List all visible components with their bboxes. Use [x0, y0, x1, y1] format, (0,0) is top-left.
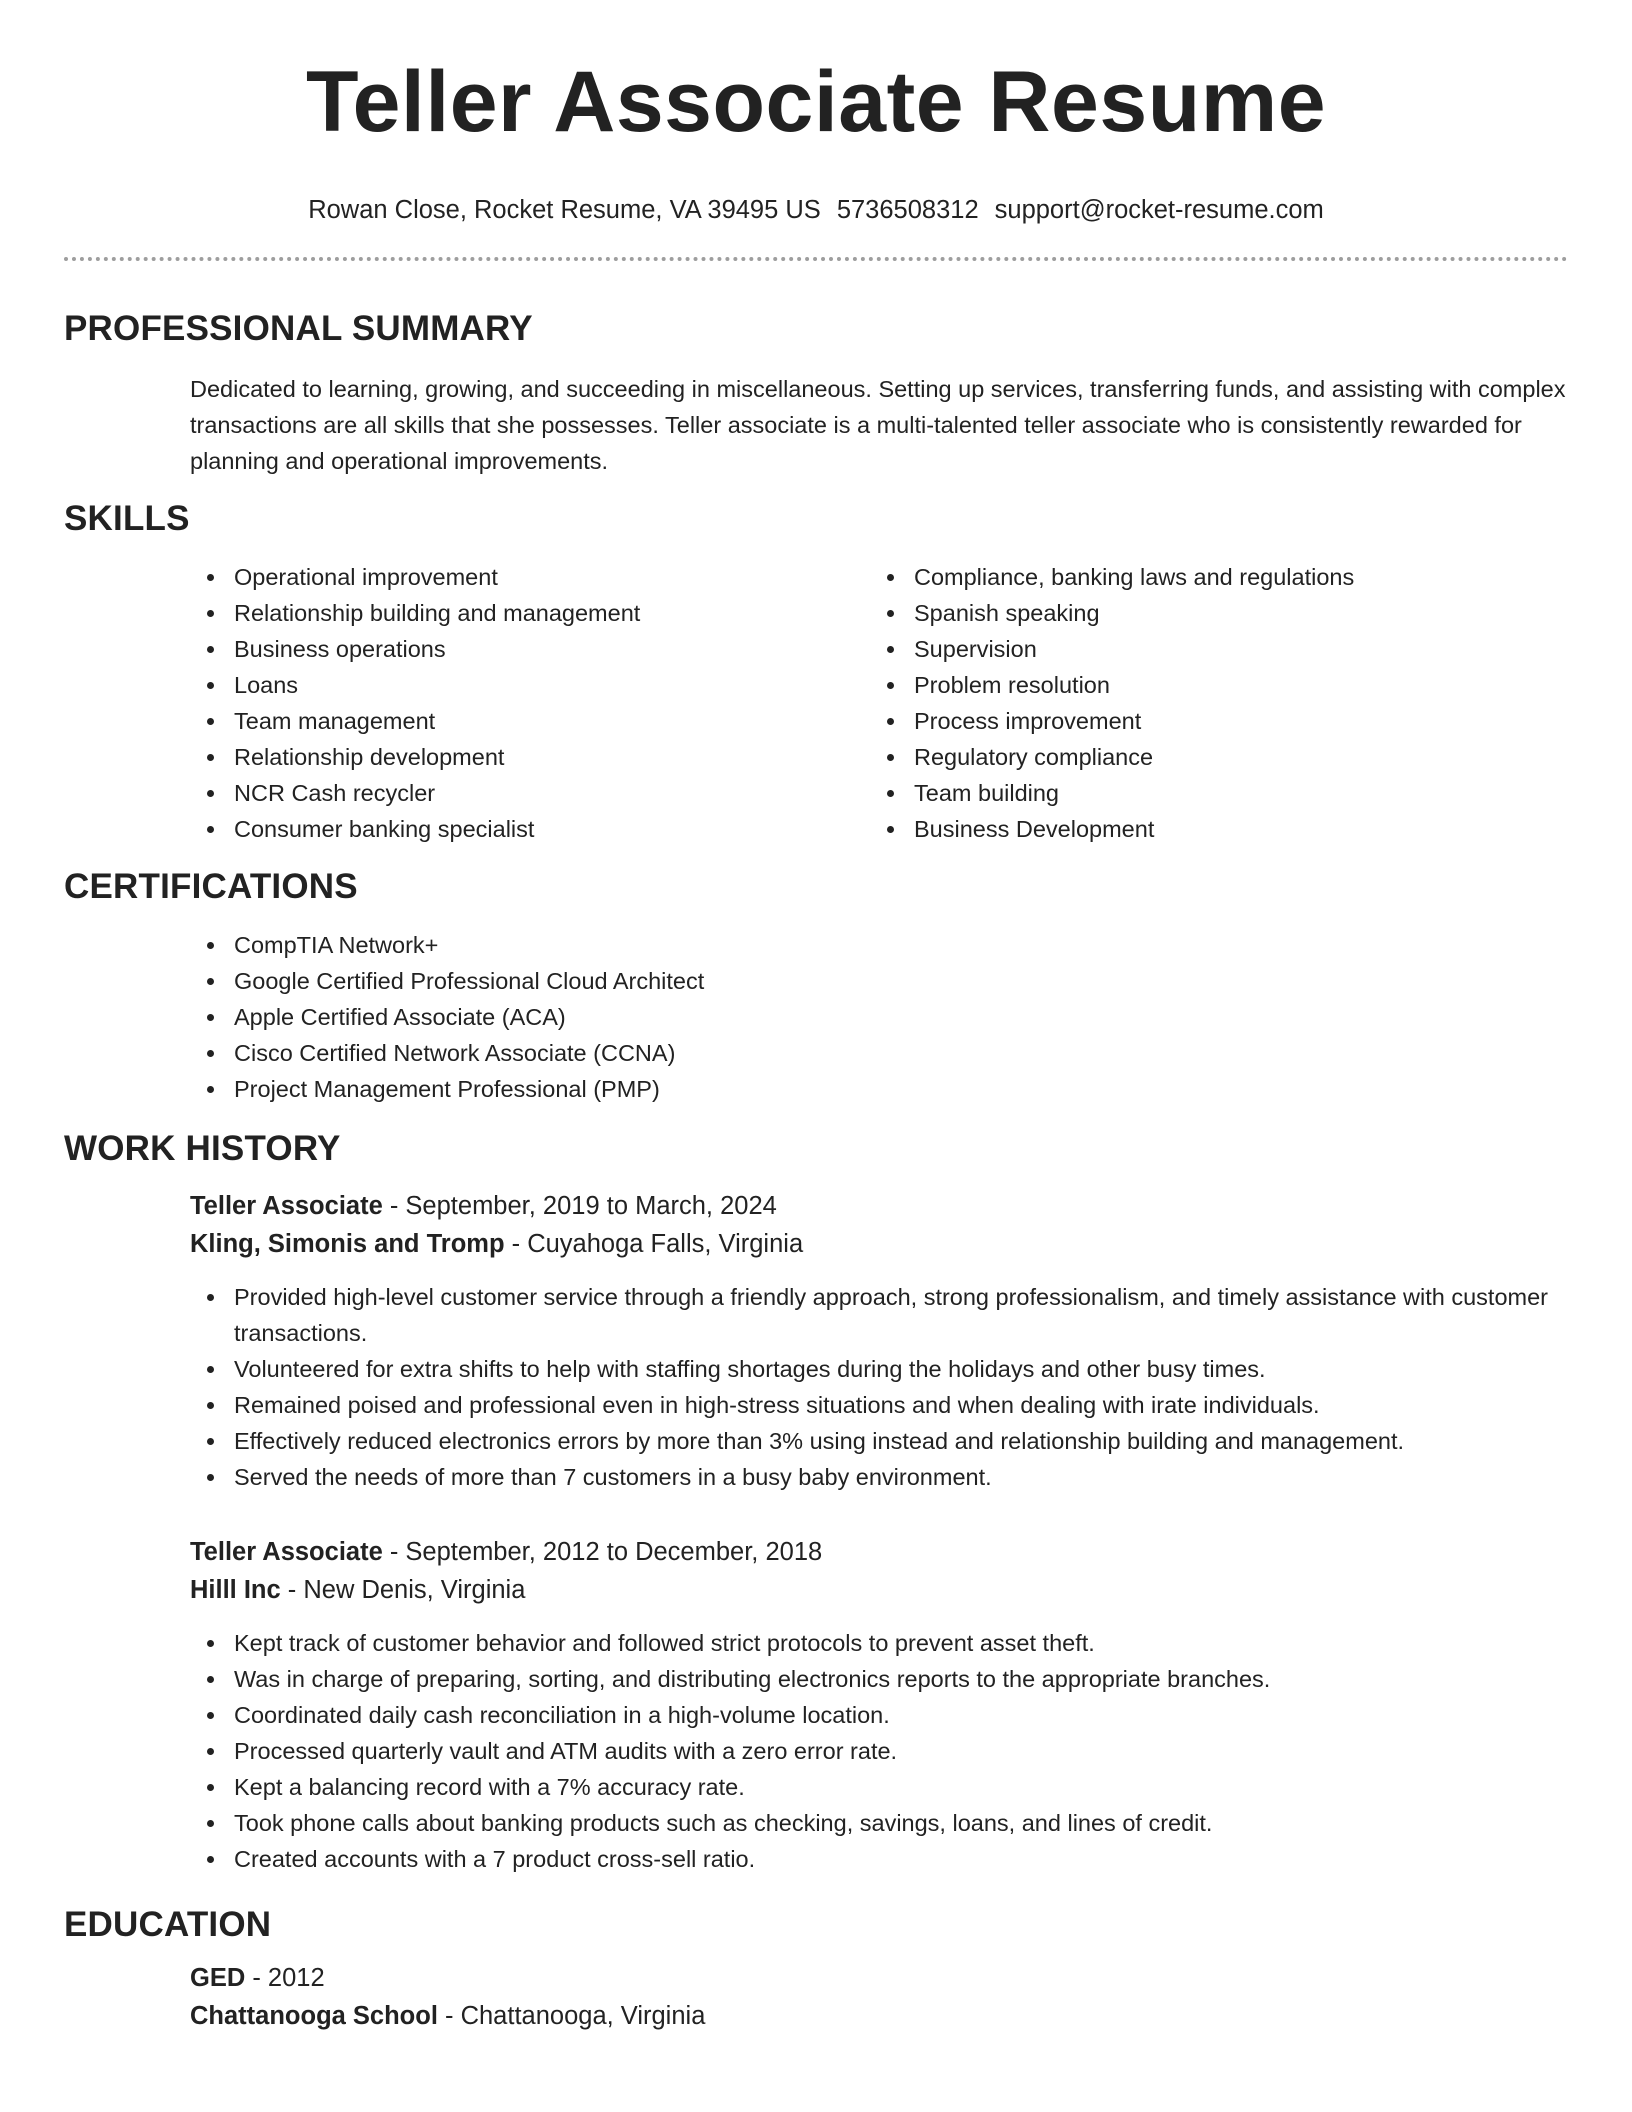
skill-item	[190, 811, 870, 847]
education-heading: EDUCATION	[64, 1905, 272, 1944]
job-duty	[190, 1769, 1568, 1805]
summary-body	[64, 371, 1568, 479]
work-history-heading: WORK HISTORY	[64, 1129, 341, 1168]
bullet-dot	[207, 1856, 214, 1863]
skill-label: Regulatory compliance	[914, 744, 1154, 770]
summary-section	[64, 307, 1568, 479]
job-duty	[190, 1697, 1568, 1733]
certification-item	[190, 963, 1568, 999]
bullet-dot	[207, 1014, 214, 1021]
job-dates: - September, 2019 to March, 2024	[382, 1192, 777, 1220]
education-degree-line	[190, 1959, 1568, 1997]
certification-item	[190, 1035, 1568, 1071]
skills-heading: SKILLS	[64, 499, 190, 538]
job-duty-text: Effectively reduced electronics errors by more than 3% using instead and relationship building and management.	[234, 1428, 1405, 1454]
job-duties-list	[190, 1279, 1568, 1495]
certification-item	[190, 1071, 1568, 1107]
job-duty-text: Remained poised and professional even in high-stress situations and when dealing with irate individuals.	[234, 1392, 1320, 1418]
job-company: Kling, Simonis and Tromp	[190, 1230, 505, 1258]
skill-label: Relationship building and management	[234, 600, 641, 626]
bullet-dot	[207, 978, 214, 985]
certifications-list	[190, 927, 1568, 1107]
job-duty	[190, 1459, 1568, 1495]
bullet-dot	[207, 1712, 214, 1719]
skill-item	[190, 703, 870, 739]
skill-item	[870, 811, 1550, 847]
skill-label: Business operations	[234, 636, 446, 662]
bullet-dot	[207, 1748, 214, 1755]
certification-label: Cisco Certified Network Associate (CCNA)	[234, 1040, 676, 1066]
job-duty	[190, 1733, 1568, 1769]
education-location: - Chattanooga, Virginia	[437, 2002, 706, 2030]
bullet-dot	[207, 1294, 214, 1301]
skill-item	[190, 595, 870, 631]
job-duty	[190, 1841, 1568, 1877]
bullet-dot	[207, 646, 214, 653]
job-entry	[190, 1187, 1568, 1495]
bullet-dot	[207, 610, 214, 617]
contact-email: support@rocket-resume.com	[994, 196, 1324, 224]
job-duty-text: Provided high-level customer service through a friendly approach, strong professionalism, and timely assistance with customer transactions.	[234, 1284, 1549, 1346]
job-duty-text: Served the needs of more than 7 customers in a busy baby environment.	[234, 1464, 992, 1490]
job-duty	[190, 1279, 1568, 1351]
bullet-dot	[207, 1050, 214, 1057]
job-duty-text: Coordinated daily cash reconciliation in a high-volume location.	[234, 1702, 890, 1728]
certification-item	[190, 927, 1568, 963]
education-body	[64, 1959, 1568, 2035]
job-duty-text: Created accounts with a 7 product cross-sell ratio.	[234, 1846, 756, 1872]
job-duty-text: Volunteered for extra shifts to help with staffing shortages during the holidays and other busy times.	[234, 1356, 1266, 1382]
skill-item	[870, 703, 1550, 739]
skill-label: Relationship development	[234, 744, 505, 770]
job-title: Teller Associate	[190, 1538, 383, 1566]
job-duty	[190, 1423, 1568, 1459]
job-duty	[190, 1805, 1568, 1841]
skill-label: Consumer banking specialist	[234, 816, 535, 842]
skill-label: Team management	[234, 708, 436, 734]
certifications-body	[64, 927, 1568, 1107]
job-duties-list	[190, 1625, 1568, 1877]
job-duty	[190, 1351, 1568, 1387]
bullet-dot	[207, 1366, 214, 1373]
work-history-section	[64, 1127, 1568, 1877]
job-location: - New Denis, Virginia	[280, 1576, 526, 1604]
contact-line	[64, 195, 1568, 225]
bullet-dot	[207, 1474, 214, 1481]
education-degree: GED	[190, 1964, 246, 1992]
bullet-dot	[207, 790, 214, 797]
skill-item	[870, 559, 1550, 595]
skill-item	[190, 559, 870, 595]
job-duty-text: Kept track of customer behavior and followed strict protocols to prevent asset theft.	[234, 1630, 1095, 1656]
skill-item	[870, 595, 1550, 631]
skill-item	[870, 739, 1550, 775]
skill-label: Problem resolution	[914, 672, 1110, 698]
education-section	[64, 1903, 1568, 2035]
skills-section	[64, 497, 1568, 847]
certification-label: CompTIA Network+	[234, 932, 439, 958]
skill-item	[190, 775, 870, 811]
skill-label: Business Development	[914, 816, 1155, 842]
bullet-dot	[887, 826, 894, 833]
certification-item	[190, 999, 1568, 1035]
summary-heading: PROFESSIONAL SUMMARY	[64, 309, 533, 348]
bullet-dot	[207, 1086, 214, 1093]
job-dates: - September, 2012 to December, 2018	[382, 1538, 823, 1566]
bullet-dot	[207, 1676, 214, 1683]
bullet-dot	[887, 574, 894, 581]
skills-body	[64, 559, 1568, 847]
bullet-dot	[887, 790, 894, 797]
skills-right-list	[870, 559, 1550, 847]
job-duty-text: Was in charge of preparing, sorting, and distributing electronics reports to the appropriate branches.	[234, 1666, 1271, 1692]
skill-label: Supervision	[914, 636, 1037, 662]
job-duty-text: Kept a balancing record with a 7% accuracy rate.	[234, 1774, 745, 1800]
skill-item	[190, 631, 870, 667]
skills-left-list	[190, 559, 870, 847]
skill-item	[870, 631, 1550, 667]
job-company: Hilll Inc	[190, 1576, 281, 1604]
job-title-line	[190, 1187, 1568, 1225]
job-duty	[190, 1387, 1568, 1423]
skill-item	[870, 667, 1550, 703]
bullet-dot	[887, 610, 894, 617]
summary-text: Dedicated to learning, growing, and succeeding in miscellaneous. Setting up services, transferring funds, and assisting with complex transactions are all skills that she possesses. Teller associate is a multi-talented teller associate who is consistently rewarded for planning and operational improvements.	[190, 376, 1566, 474]
job-company-line	[190, 1571, 1568, 1609]
bullet-dot	[887, 754, 894, 761]
bullet-dot	[207, 942, 214, 949]
skill-item	[190, 667, 870, 703]
job-duty	[190, 1661, 1568, 1697]
skill-label: Compliance, banking laws and regulations	[914, 564, 1355, 590]
work-history-body	[64, 1187, 1568, 1877]
skills-grid	[190, 559, 1568, 847]
job-title: Teller Associate	[190, 1192, 383, 1220]
education-school: Chattanooga School	[190, 2002, 438, 2030]
job-company-line	[190, 1225, 1568, 1263]
skill-label: Process improvement	[914, 708, 1142, 734]
skill-label: Loans	[234, 672, 299, 698]
job-duty-text: Took phone calls about banking products such as checking, savings, loans, and lines of credit.	[234, 1810, 1213, 1836]
bullet-dot	[207, 826, 214, 833]
skill-label: NCR Cash recycler	[234, 780, 436, 806]
bullet-dot	[887, 682, 894, 689]
resume-title: Teller Associate Resume	[305, 54, 1327, 150]
bullet-dot	[207, 1640, 214, 1647]
bullet-dot	[887, 646, 894, 653]
certification-label: Google Certified Professional Cloud Architect	[234, 968, 705, 994]
skill-item	[870, 775, 1550, 811]
education-year: - 2012	[245, 1964, 325, 1992]
bullet-dot	[887, 718, 894, 725]
certifications-section	[64, 865, 1568, 1107]
skill-label: Team building	[914, 780, 1060, 806]
education-school-line	[190, 1997, 1568, 2035]
bullet-dot	[207, 574, 214, 581]
job-title-line	[190, 1533, 1568, 1571]
header-divider	[64, 257, 1568, 261]
bullet-dot	[207, 1784, 214, 1791]
bullet-dot	[207, 682, 214, 689]
bullet-dot	[207, 754, 214, 761]
bullet-dot	[207, 1820, 214, 1827]
contact-address: Rowan Close, Rocket Resume, VA 39495 US	[308, 196, 821, 224]
certifications-heading: CERTIFICATIONS	[64, 867, 358, 906]
job-duty-text: Processed quarterly vault and ATM audits with a zero error rate.	[234, 1738, 898, 1764]
job-location: - Cuyahoga Falls, Virginia	[504, 1230, 804, 1258]
job-entry	[190, 1533, 1568, 1877]
skill-label: Operational improvement	[234, 564, 498, 590]
bullet-dot	[207, 718, 214, 725]
skill-item	[190, 739, 870, 775]
certification-label: Project Management Professional (PMP)	[234, 1076, 660, 1102]
skill-label: Spanish speaking	[914, 600, 1100, 626]
job-duty	[190, 1625, 1568, 1661]
contact-phone: 5736508312	[836, 196, 979, 224]
bullet-dot	[207, 1402, 214, 1409]
bullet-dot	[207, 1438, 214, 1445]
certification-label: Apple Certified Associate (ACA)	[234, 1004, 566, 1030]
